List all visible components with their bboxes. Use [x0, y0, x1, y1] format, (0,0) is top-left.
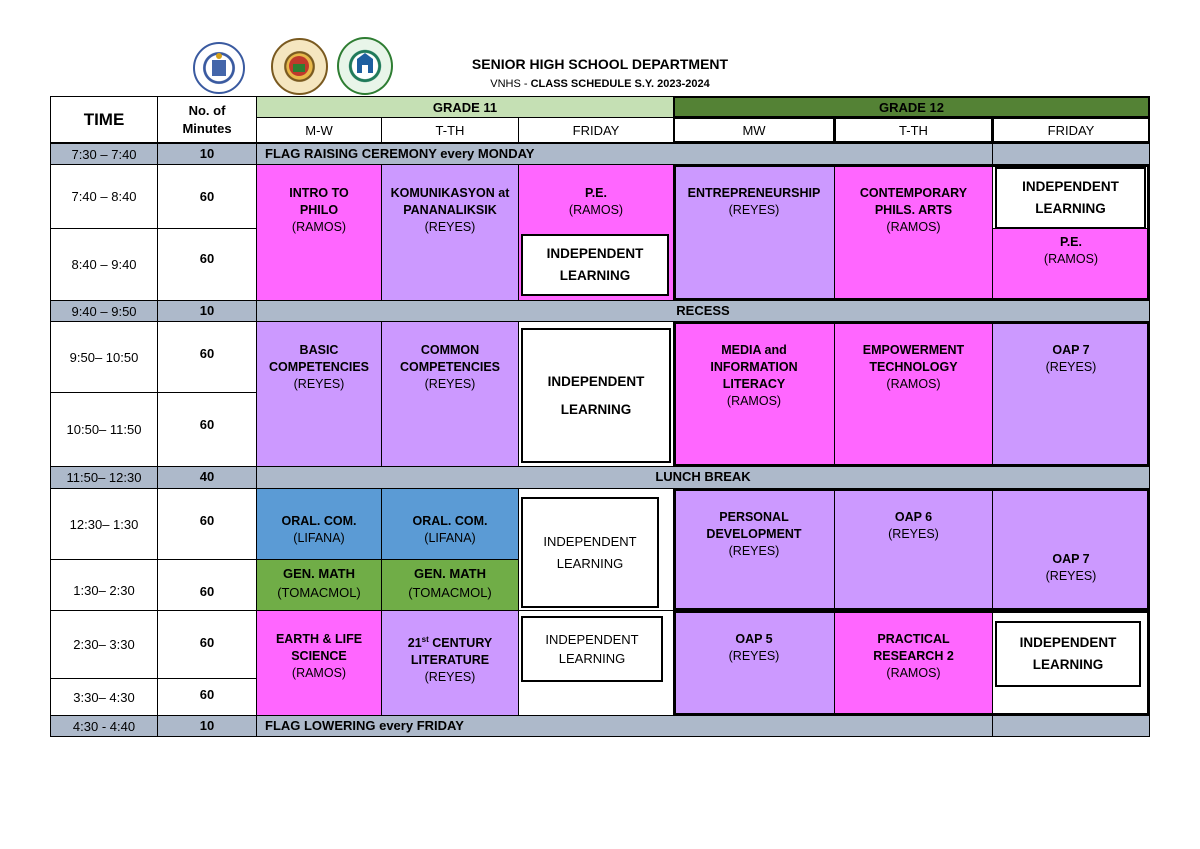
g12-day-tth: T-TH — [834, 117, 993, 143]
independent-learning-box: INDEPENDENT LEARNING — [521, 616, 663, 682]
flag-lowering-band-end — [992, 715, 1150, 737]
recess-band: RECESS — [256, 300, 1150, 322]
page-title: SENIOR HIGH SCHOOL DEPARTMENT — [471, 56, 729, 72]
flag-raising-band-end — [992, 143, 1150, 165]
subject-oral-com-mw: ORAL. COM. (LIFANA) — [256, 488, 382, 560]
subject-earth-life-science: EARTH & LIFE SCIENCE (RAMOS) — [256, 610, 382, 716]
school-seal-icon — [337, 37, 393, 95]
g11-day-tth: T-TH — [381, 117, 519, 143]
subject-practical-research: PRACTICAL RESEARCH 2 (RAMOS) — [834, 610, 993, 716]
independent-learning-box: INDEPENDENT LEARNING — [995, 167, 1146, 229]
subject-pe-g12: P.E. (RAMOS) — [992, 228, 1150, 301]
time-cell: 7:40 – 8:40 — [50, 164, 158, 229]
col-header-time: TIME — [50, 96, 158, 143]
subject-media-info-literacy: MEDIA and INFORMATION LITERACY (RAMOS) — [673, 321, 835, 467]
g11-day-mw: M-W — [256, 117, 382, 143]
subject-entrepreneurship: ENTREPRENEURSHIP (REYES) — [673, 164, 835, 301]
subject-21st-century-lit: 21st CENTURY LITERATURE (REYES) — [381, 610, 519, 716]
subject-gen-math-tth: GEN. MATH (TOMACMOL) — [381, 559, 519, 611]
independent-learning-box: INDEPENDENT LEARNING — [995, 621, 1141, 687]
minutes-cell: 60 — [157, 610, 257, 679]
minutes-cell: 60 — [157, 321, 257, 393]
subject-komunikasyon: KOMUNIKASYON at PANANALIKSIK (REYES) — [381, 164, 519, 301]
independent-learning-box: INDEPENDENT LEARNING — [521, 234, 669, 296]
grade12-header: GRADE 12 — [673, 96, 1150, 118]
col-header-minutes: No. of Minutes — [157, 96, 257, 143]
flag-raising-band: FLAG RAISING CEREMONY every MONDAY — [256, 143, 993, 165]
subject-oral-com-tth: ORAL. COM. (LIFANA) — [381, 488, 519, 560]
minutes-cell: 10 — [157, 715, 257, 737]
time-cell: 9:50– 10:50 — [50, 321, 158, 393]
time-cell: 12:30– 1:30 — [50, 488, 158, 560]
time-cell: 1:30– 2:30 — [50, 559, 158, 611]
minutes-cell: 60 — [157, 678, 257, 716]
subject-personal-development: PERSONAL DEVELOPMENT (REYES) — [673, 488, 835, 611]
subject-empowerment-tech: EMPOWERMENT TECHNOLOGY (RAMOS) — [834, 321, 993, 467]
independent-learning-box: INDEPENDENT LEARNING — [521, 497, 659, 608]
minutes-cell: 60 — [157, 392, 257, 467]
g12-day-friday: FRIDAY — [992, 117, 1150, 143]
time-cell: 3:30– 4:30 — [50, 678, 158, 716]
independent-learning-box: INDEPENDENT LEARNING — [521, 328, 671, 463]
division-seal-icon — [271, 38, 328, 95]
deped-seal-icon — [193, 42, 245, 94]
minutes-cell: 40 — [157, 466, 257, 489]
subject-basic-competencies: BASIC COMPETENCIES (REYES) — [256, 321, 382, 467]
subject-oap5: OAP 5 (REYES) — [673, 610, 835, 716]
minutes-cell: 60 — [157, 164, 257, 229]
grade11-header: GRADE 11 — [256, 96, 674, 118]
minutes-cell: 60 — [157, 228, 257, 301]
subject-oap6: OAP 6 (REYES) — [834, 488, 993, 611]
subject-intro-philo: INTRO TO PHILO (RAMOS) — [256, 164, 382, 301]
time-cell: 2:30– 3:30 — [50, 610, 158, 679]
minutes-cell: 60 — [157, 559, 257, 611]
time-cell: 4:30 - 4:40 — [50, 715, 158, 737]
minutes-cell: 10 — [157, 300, 257, 322]
subject-gen-math-mw: GEN. MATH (TOMACMOL) — [256, 559, 382, 611]
subject-oap7-am: OAP 7 (REYES) — [992, 321, 1150, 467]
time-cell: 10:50– 11:50 — [50, 392, 158, 467]
page-subtitle: VNHS - CLASS SCHEDULE S.Y. 2023-2024 — [490, 78, 710, 90]
time-cell: 7:30 – 7:40 — [50, 143, 158, 165]
flag-lowering-band: FLAG LOWERING every FRIDAY — [256, 715, 993, 737]
subject-oap7-pm: OAP 7 (REYES) — [992, 488, 1150, 611]
time-cell: 8:40 – 9:40 — [50, 228, 158, 301]
minutes-cell: 60 — [157, 488, 257, 560]
g12-day-mw: MW — [673, 117, 835, 143]
g11-day-friday: FRIDAY — [518, 117, 674, 143]
subject-pe-g11: P.E. (RAMOS) — [518, 164, 674, 301]
lunch-band: LUNCH BREAK — [256, 466, 1150, 489]
time-cell: 11:50– 12:30 — [50, 466, 158, 489]
time-cell: 9:40 – 9:50 — [50, 300, 158, 322]
subject-common-competencies: COMMON COMPETENCIES (REYES) — [381, 321, 519, 467]
subject-contemporary-arts: CONTEMPORARY PHILS. ARTS (RAMOS) — [834, 164, 993, 301]
minutes-cell: 10 — [157, 143, 257, 165]
